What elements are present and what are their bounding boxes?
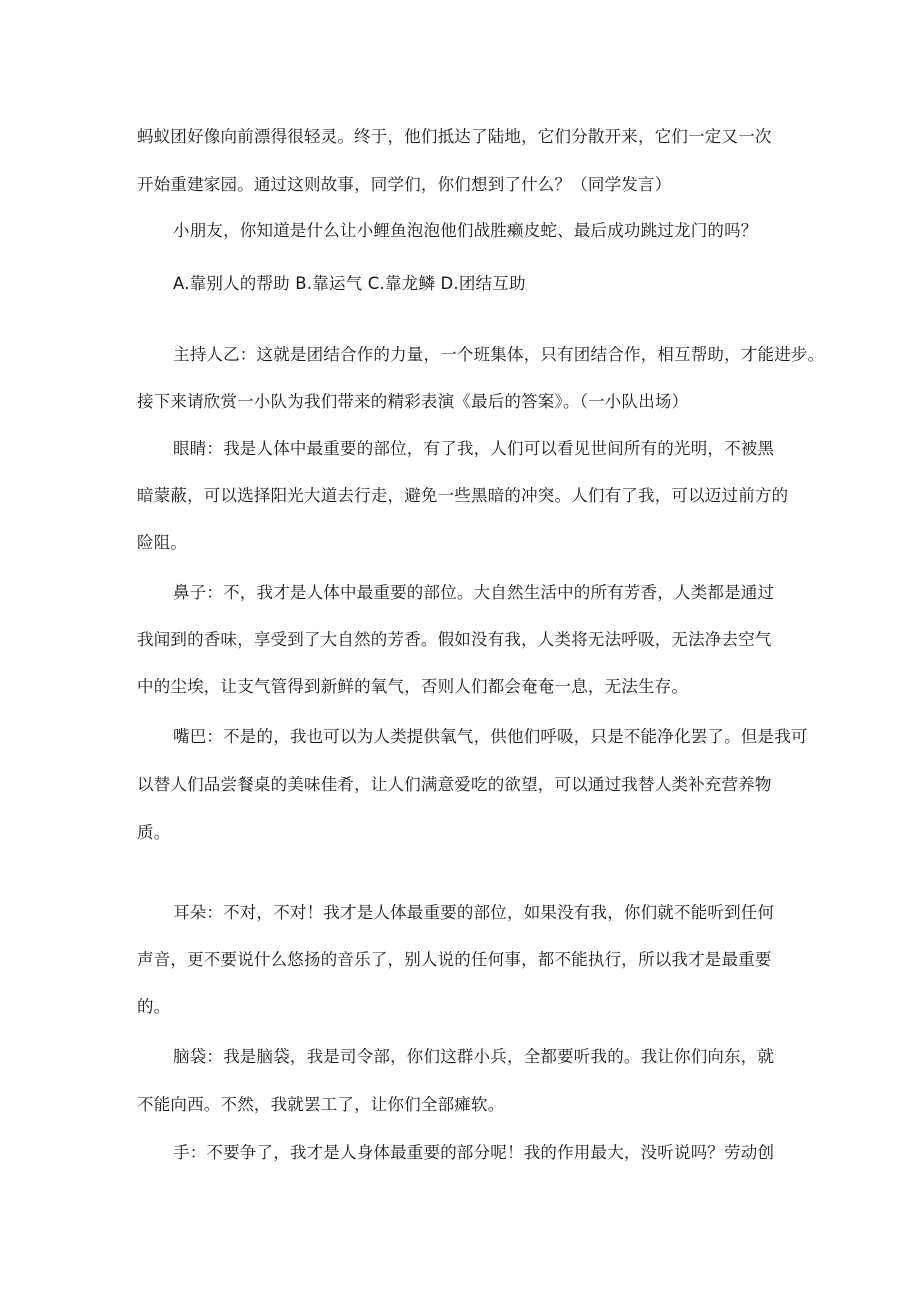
text-line: 主持人乙：这就是团结合作的力量，一个班集体，只有团结合作，相互帮助，才能进步。: [173, 345, 825, 364]
question-line: 小朋友，你知道是什么让小鲤鱼泡泡他们战胜癞皮蛇、最后成功跳过龙门的吗？: [173, 221, 758, 240]
text-line: 开始重建家园。通过这则故事，同学们，你们想到了什么？（同学发言）: [137, 175, 672, 194]
text-line: 不能向西。不然，我就罢工了，让你们全部瘫软。: [137, 1095, 505, 1114]
text-line: 险阻。: [137, 533, 188, 552]
text-line: 我闻到的香味，享受到了大自然的芳香。假如没有我，人类将无法呼吸，无法净去空气: [137, 630, 772, 649]
text-line: 耳朵：不对，不对！我才是人体最重要的部位，如果没有我，你们就不能听到任何: [173, 903, 775, 922]
text-line: 手：不要争了，我才是人身体最重要的部分呢！我的作用最大，没听说吗？劳动创: [173, 1143, 775, 1162]
text-line: 嘴巴：不是的，我也可以为人类提供氧气，供他们呼吸，只是不能净化罢了。但是我可: [173, 727, 808, 746]
text-line: 声音，更不要说什么悠扬的音乐了，别人说的任何事，都不能执行，所以我才是最重要: [137, 950, 772, 969]
text-line: 中的尘埃，让支气管得到新鲜的氧气，否则人们都会奄奄一息，无法生存。: [137, 677, 689, 696]
text-line: 眼睛：我是人体中最重要的部位，有了我，人们可以看见世间所有的光明，不被黑: [173, 439, 775, 458]
text-line: 的。: [137, 997, 171, 1016]
text-line: 脑袋：我是脑袋，我是司令部，你们这群小兵，全都要听我的。我让你们向东，就: [173, 1047, 775, 1066]
text-line: 鼻子：不，我才是人体中最重要的部位。大自然生活中的所有芳香，人类都是通过: [173, 583, 775, 602]
text-line: 暗蒙蔽，可以选择阳光大道去行走，避免一些黑暗的冲突。人们有了我，可以迈过前方的: [137, 486, 789, 505]
text-line: 质。: [137, 823, 171, 842]
text-line: 接下来请欣赏一小队为我们带来的精彩表演《最后的答案》。（一小队出场）: [137, 392, 689, 411]
answer-options: A.靠别人的帮助 B.靠运气 C.靠龙鳞 D.团结互助: [173, 274, 526, 293]
text-line: 以替人们品尝餐桌的美味佳肴，让人们满意爱吃的欲望，可以通过我替人类补充营养物: [137, 775, 772, 794]
text-line: 蚂蚁团好像向前漂得很轻灵。终于，他们抵达了陆地，它们分散开来，它们一定又一次: [137, 127, 772, 146]
